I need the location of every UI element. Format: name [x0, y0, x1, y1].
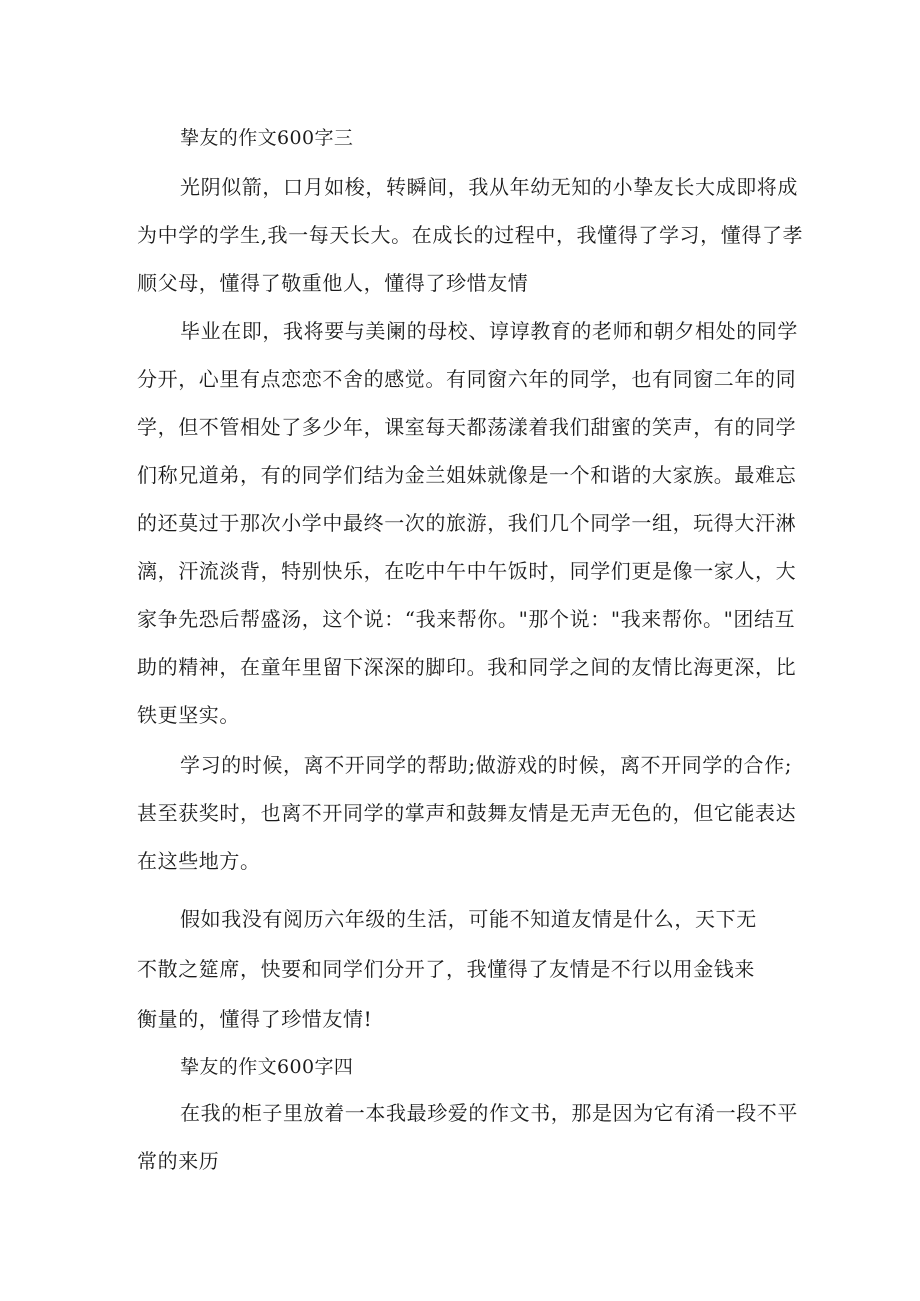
paragraph-line: 常的来历: [137, 1149, 220, 1173]
paragraph-line: 毕业在即，我将要与美阑的母校、谆谆教育的老师和朝夕相处的同学: [180, 319, 798, 343]
section-heading: 挚友的作文600字三: [180, 127, 354, 149]
paragraph-line: 不散之筵席，快要和同学们分开了，我懂得了友情是不行以用金钱来: [137, 957, 755, 981]
section-heading: 挚友的作文600字四: [180, 1056, 354, 1078]
paragraph-line: 助的精神，在童年里留下深深的脚印。我和同学之间的友情比海更深，比: [137, 655, 797, 679]
paragraph-line: 铁更坚实。: [137, 703, 240, 727]
paragraph-line: 们称兄道弟，有的同学们结为金兰姐妹就像是一个和谐的大家族。最难忘: [137, 463, 797, 487]
paragraph-line: 甚至获奖时，也离不开同学的掌声和鼓舞友情是无声无色的，但它能表达: [137, 801, 797, 825]
paragraph-line: 顺父母，懂得了敬重他人，懂得了珍惜友情: [137, 271, 529, 295]
paragraph-line: 漓，汗流淡背，特别快乐，在吃中午中午饭时，同学们更是像一家人，大: [137, 559, 797, 583]
paragraph-line: 在这些地方。: [137, 849, 261, 873]
paragraph-line: 在我的柜子里放着一本我最珍爱的作文书，那是因为它有淆一段不平: [180, 1101, 798, 1125]
paragraph-line: 家争先恐后帮盛汤，这个说：“我来帮你。"那个说："我来帮你。"团结互: [137, 607, 796, 631]
paragraph-line: 为中学的学生,我一每天长大。在成长的过程中，我懂得了学习，懂得了孝: [137, 223, 804, 247]
paragraph-line: 的还莫过于那次小学中最终一次的旅游，我们几个同学一组，玩得大汗淋: [137, 511, 797, 535]
paragraph-line: 假如我没有阅历六年级的生活，可能不知道友情是什么，天下无: [180, 907, 757, 931]
paragraph-line: 分开，心里有点恋恋不舍的感觉。有同窗六年的同学，也有同窗二年的同: [137, 367, 797, 391]
paragraph-line: 学，但不管相处了多少年，课室每天都荡漾着我们甜蜜的笑声，有的同学: [137, 415, 797, 439]
paragraph-line: 学习的时候，离不开同学的帮助;做游戏的时候，离不开同学的合作;: [180, 753, 793, 777]
paragraph-line: 衡量的，懂得了珍惜友情!: [137, 1007, 373, 1031]
paragraph-line: 光阴似箭，口月如梭，转瞬间，我从年幼无知的小挚友长大成即将成: [180, 175, 798, 199]
